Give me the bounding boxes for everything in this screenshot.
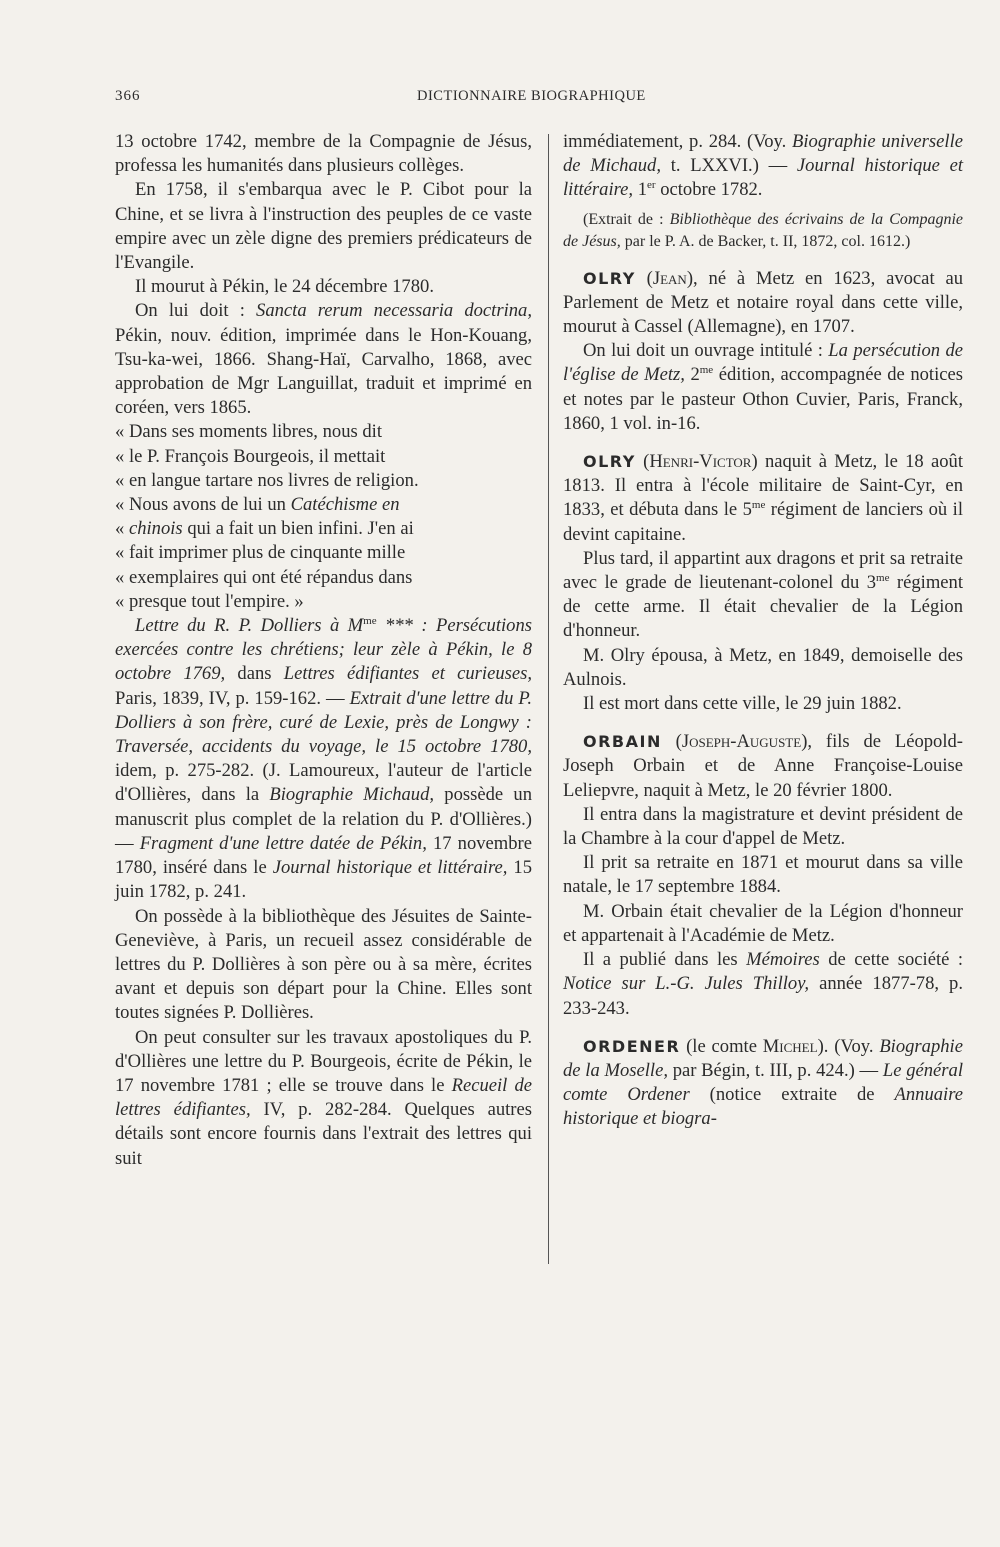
work-title: Sancta rerum necessaria doctrina, bbox=[256, 300, 532, 322]
superscript: me bbox=[876, 571, 890, 584]
work-title: Lettre du R. P. Dolliers à M bbox=[135, 615, 364, 637]
paragraph bbox=[115, 614, 532, 904]
paragraph: On possède à la bibliothèque des Jésuites de Sainte-Geneviève, à Paris, un recueil assez considérable de lettres du P. Dollières à son père ou à sa mère, écrites avant et depuis son départ pour la Chine. Elles sont toutes signées P. Dollières. bbox=[115, 905, 532, 1024]
entry-forename: Michel bbox=[762, 1035, 818, 1057]
text-columns bbox=[115, 130, 964, 1430]
text-run: (notice extraite de bbox=[689, 1084, 895, 1106]
quote-line: « exemplaires qui ont été répandus dans bbox=[115, 566, 413, 588]
column-divider bbox=[548, 134, 549, 1264]
work-title: Journal historique et littéraire, bbox=[563, 155, 963, 201]
quote-line bbox=[115, 493, 532, 517]
superscript: er bbox=[647, 179, 656, 192]
text-run: Il a publié dans les bbox=[583, 949, 747, 971]
text-run: , né à Metz en 1623, avocat au Parlement de Metz et notaire royal dans cette ville, mourut à Cassel (Allemagne), en 1707. bbox=[563, 267, 963, 338]
entry-headword: OLRY bbox=[583, 452, 636, 472]
entry-olry-henri-victor: OLRY (Henri-Victor) naquit à Metz, le 18 août 1813. Il entra à l'école militaire de Saint-Cyr, en 1833, et débuta dans le $5^{me}$ régiment de lanciers où il devint capitaine. bbox=[563, 451, 963, 545]
quote-line: « Dans ses moments libres, nous dit bbox=[115, 421, 383, 443]
entry-ordener bbox=[563, 1035, 963, 1132]
superscript: me bbox=[751, 499, 766, 512]
text-run: par Bégin, t. III, p. 424.) — bbox=[667, 1059, 883, 1081]
text-run: (Extrait de : bbox=[583, 210, 670, 228]
text-run: IV, p. 282-284. Quelques autres détails sont encore fournis dans l'extrait des lettres qui suit bbox=[115, 1099, 532, 1169]
text-run: « bbox=[115, 518, 129, 540]
work-title: Mémoires bbox=[746, 949, 820, 971]
quote-line: « fait imprimer plus de cinquante mille bbox=[115, 542, 406, 564]
right-column bbox=[563, 130, 963, 1132]
quote-line: « le P. François Bourgeois, il mettait bbox=[115, 445, 386, 467]
paragraph: Il mourut à Pékin, le 24 décembre 1780. bbox=[135, 276, 434, 298]
left-column bbox=[115, 130, 532, 1171]
text-run: Plus tard, il appartint aux dragons et prit sa retraite avec le grade de lieutenant-colonel du 3 bbox=[563, 547, 963, 594]
paragraph: Il est mort dans cette ville, le 29 juin 1882. bbox=[583, 693, 902, 715]
text-run: 17 novembre 1780, inséré dans le bbox=[115, 832, 532, 879]
quote-line bbox=[115, 517, 532, 541]
text-run: régiment de lanciers où il devint capitaine. bbox=[563, 499, 963, 545]
text-run: de cette société : bbox=[819, 949, 963, 971]
paragraph: Il prit sa retraite en 1871 et mourut dans sa ville natale, le 17 septembre 1884. bbox=[563, 852, 963, 898]
text-run: par le P. A. de Backer, t. II, 1872, col. 1612.) bbox=[620, 232, 911, 250]
quote-line: « en langue tartare nos livres de religion. bbox=[115, 469, 419, 491]
entry-forename: Joseph-Auguste bbox=[681, 731, 802, 753]
work-title: Journal historique et littéraire, bbox=[272, 857, 508, 879]
work-title: Catéchisme en bbox=[290, 494, 400, 516]
text-run: immédiatement, p. 284. (Voy. bbox=[563, 131, 793, 152]
paragraph: 13 octobre 1742, membre de la Compagnie de Jésus, professa les humanités dans plusieurs collèges. bbox=[115, 131, 532, 177]
paragraph bbox=[115, 299, 532, 420]
superscript: me bbox=[699, 364, 714, 377]
text-run: , fils de Léopold-Joseph Orbain et de Anne Françoise-Louise Leliepvre, naquit à Metz, le 20 février 1800. bbox=[563, 731, 964, 801]
text-run: (le comte bbox=[680, 1035, 763, 1057]
work-title: Le général comte Ordener bbox=[563, 1059, 963, 1106]
paragraph: Il entra dans la magistrature et devint président de la Chambre à la cour d'appel de Metz. bbox=[563, 803, 963, 850]
text-run: possède un manuscrit plus complet de la relation du P. d'Ollières.) — bbox=[115, 784, 532, 854]
text-run: octobre 1782. bbox=[655, 179, 763, 201]
work-title: La persécution de l'église de Metz, bbox=[563, 340, 964, 386]
work-title: Annuaire historique et biogra- bbox=[563, 1084, 964, 1130]
text-run: On lui doit un ouvrage intitulé : bbox=[583, 340, 829, 362]
text-run: édition, accompagnée de notices et notes par le pasteur Othon Cuvier, Paris, Franck, 1860, 1 vol. in-16. bbox=[563, 364, 963, 434]
running-head bbox=[115, 88, 960, 114]
paragraph bbox=[115, 1026, 532, 1171]
entry-headword: OLRY bbox=[583, 268, 636, 288]
text-run: qui a fait un bien infini. J'en ai bbox=[182, 518, 414, 540]
page-number: 366 bbox=[115, 88, 141, 104]
paragraph bbox=[563, 547, 963, 644]
text-run: « Nous avons de lui un bbox=[115, 494, 291, 516]
text-run: année 1877-78, p. 233-243. bbox=[563, 973, 963, 1019]
paragraph bbox=[563, 130, 963, 203]
superscript: me bbox=[363, 614, 377, 627]
paragraph: M. Orbain était chevalier de la Légion d'honneur et appartenait à l'Académie de Metz. bbox=[563, 900, 963, 946]
work-title: Fragment d'une lettre datée de Pékin, bbox=[139, 832, 427, 854]
text-run: idem, p. 275-282. (J. Lamoureux, l'auteur de l'article d'Ollières, dans la bbox=[115, 760, 532, 806]
running-title: DICTIONNAIRE BIOGRAPHIQUE bbox=[417, 88, 646, 104]
entry-headword: ORBAIN bbox=[583, 732, 662, 752]
text-run: t. LXXVI.) — bbox=[661, 155, 797, 177]
work-title: Recueil de lettres édifiantes, bbox=[115, 1074, 532, 1121]
source-citation bbox=[563, 209, 963, 253]
entry-forename: Henri-Victor bbox=[649, 451, 752, 473]
work-title: Extrait d'une lettre du P. Dolliers à son frère, curé de Lexie, près de Longwy : Traversée, accidents du voyage, le 15 octobre 1780, bbox=[115, 687, 533, 758]
work-title: Biographie Michaud, bbox=[269, 784, 435, 806]
text-run: ). (Voy. bbox=[817, 1035, 880, 1057]
entry-orbain: ORBAIN (Joseph-Auguste), fils de Léopold-Joseph Orbain et de Anne Françoise-Louise Leliepvre, naquit à Metz, le 20 février 1800. bbox=[563, 731, 964, 801]
entry-forename: Jean bbox=[652, 267, 687, 289]
work-title: chinois bbox=[128, 518, 183, 540]
text-run: On lui doit : bbox=[135, 300, 257, 322]
work-title: Biographie de la Moselle, bbox=[563, 1035, 963, 1081]
text-run: 15 juin 1782, p. 241. bbox=[115, 857, 533, 903]
text-run: régiment de cette arme. Il était chevalier de la Légion d'honneur. bbox=[563, 572, 963, 642]
paragraph: En 1758, il s'embarqua avec le P. Cibot pour la Chine, et se livra à l'instruction des peuples de ce vaste empire avec un zèle digne des premiers prédicateurs de l'Evangile. bbox=[115, 179, 532, 274]
entry-olry-jean: OLRY (Jean), né à Metz en 1623, avocat au Parlement de Metz et notaire royal dans cette ville, mourut à Cassel (Allemagne), en 1707. bbox=[563, 267, 963, 338]
text-run: Pékin, nouv. édition, imprimée dans le Hon-Kouang, Tsu-ka-wei, 1866. Shang-Haï, Carvalho, 1868, avec approbation de Mgr Languillat, traduit et imprimé en coréen, vers 1865. bbox=[115, 324, 532, 419]
work-title: Notice sur L.-G. Jules Thilloy, bbox=[563, 973, 810, 995]
text-run: naquit à Metz, le 18 août 1813. Il entra à l'école militaire de Saint-Cyr, en 1833, et débuta dans le 5 bbox=[563, 451, 963, 521]
text-run: 2 bbox=[684, 364, 700, 386]
text-run: On peut consulter sur les travaux apostoliques du P. d'Ollières une lettre du P. Bourgeois, écrite de Pékin, le 17 novembre 1781 ; elle se trouve dans le bbox=[115, 1026, 532, 1096]
entry-headword: ORDENER bbox=[583, 1036, 681, 1056]
work-title: Lettres édifiantes et curieuses, bbox=[283, 663, 533, 685]
paragraph: M. Olry épousa, à Metz, en 1849, demoiselle des Aulnois. bbox=[563, 644, 963, 690]
work-title: Biographie universelle de Michaud, bbox=[563, 131, 963, 177]
text-run: dans bbox=[225, 663, 284, 685]
work-title: Bibliothèque des écrivains de la Compagnie de Jésus, bbox=[563, 210, 963, 250]
quote-line: « presque tout l'empire. » bbox=[115, 590, 304, 612]
paragraph bbox=[563, 948, 963, 1021]
paragraph bbox=[563, 339, 963, 436]
work-title: *** : Persécutions exercées contre les chrétiens; leur zèle à Pékin, le 8 octobre 1769, bbox=[115, 615, 533, 685]
text-run: Paris, 1839, IV, p. 159-162. — bbox=[115, 687, 350, 709]
text-run: 1 bbox=[633, 179, 648, 201]
